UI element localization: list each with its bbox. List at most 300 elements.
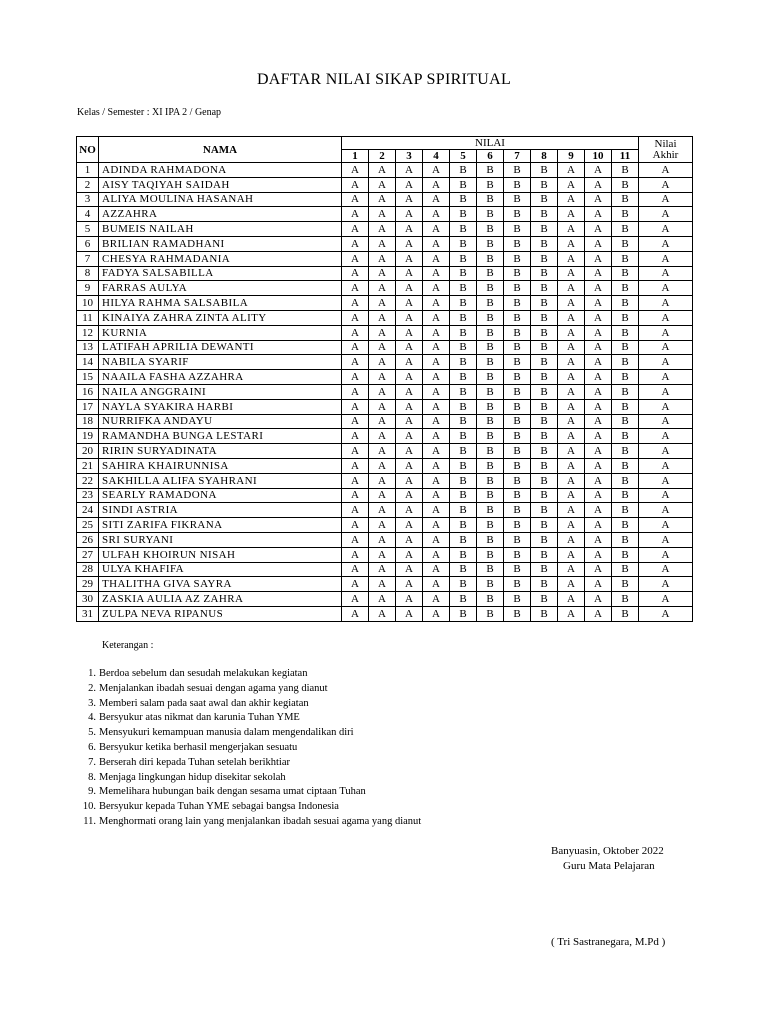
row-nilai-cell: A <box>342 192 369 207</box>
row-nilai-cell: B <box>477 207 504 222</box>
row-nilai-cell: A <box>558 236 585 251</box>
row-nilai-cell: B <box>450 251 477 266</box>
row-nilai-cell: B <box>612 296 639 311</box>
row-nilai-cell: A <box>342 562 369 577</box>
row-nilai-cell: A <box>369 207 396 222</box>
row-nilai-cell: B <box>477 518 504 533</box>
table-row <box>77 340 693 355</box>
row-nilai-cell: A <box>369 532 396 547</box>
row-nilai-cell: A <box>342 207 369 222</box>
row-nilai-cell: B <box>504 192 531 207</box>
row-nilai-cell: A <box>369 547 396 562</box>
row-nilai-cell: A <box>369 414 396 429</box>
row-nilai-cell: A <box>396 207 423 222</box>
row-no: 15 <box>77 370 99 385</box>
row-no: 4 <box>77 207 99 222</box>
list-item-number: 10. <box>82 801 96 813</box>
row-nilai-cell: A <box>369 577 396 592</box>
row-nilai-cell: A <box>585 592 612 607</box>
row-nilai-cell: B <box>612 562 639 577</box>
row-nilai-cell: B <box>450 222 477 237</box>
row-nilai-cell: B <box>450 163 477 178</box>
row-nilai-cell: B <box>531 458 558 473</box>
row-nilai-cell: A <box>558 281 585 296</box>
row-nilai-cell: B <box>531 281 558 296</box>
row-nilai-cell: B <box>450 592 477 607</box>
row-nilai-cell: A <box>423 606 450 621</box>
row-nilai-cell: B <box>450 562 477 577</box>
row-nilai-cell: A <box>558 340 585 355</box>
row-nilai-cell: A <box>423 177 450 192</box>
row-nilai-cell: B <box>612 266 639 281</box>
row-no: 24 <box>77 503 99 518</box>
row-nilai-cell: A <box>342 384 369 399</box>
row-nama: ADINDA RAHMADONA <box>99 163 342 178</box>
class-semester-label: Kelas / Semester : XI IPA 2 / Genap <box>77 107 222 118</box>
row-no: 8 <box>77 266 99 281</box>
table-row <box>77 207 693 222</box>
row-nilai-cell: A <box>585 384 612 399</box>
row-nilai-cell: A <box>342 296 369 311</box>
row-no: 29 <box>77 577 99 592</box>
row-nilai-cell: B <box>450 192 477 207</box>
row-nilai-cell: A <box>558 532 585 547</box>
row-nilai-cell: B <box>612 592 639 607</box>
row-nilai-cell: A <box>369 355 396 370</box>
nilai-column-header: 2 <box>369 150 396 163</box>
row-nilai-cell: A <box>396 518 423 533</box>
row-nilai-cell: B <box>531 325 558 340</box>
header-akhir-line2: Akhir <box>652 148 679 161</box>
row-nilai-cell: B <box>531 592 558 607</box>
table-row <box>77 384 693 399</box>
row-nilai-cell: A <box>423 458 450 473</box>
row-nilai-cell: A <box>423 236 450 251</box>
row-nilai-cell: B <box>477 325 504 340</box>
row-no: 20 <box>77 444 99 459</box>
row-nama: KINAIYA ZAHRA ZINTA ALITY <box>99 310 342 325</box>
row-nilai-cell: A <box>558 399 585 414</box>
row-nilai-akhir: A <box>639 370 693 385</box>
table-row <box>77 222 693 237</box>
row-nilai-cell: A <box>585 207 612 222</box>
row-nilai-cell: A <box>585 281 612 296</box>
row-nilai-cell: A <box>423 429 450 444</box>
row-nilai-cell: A <box>396 606 423 621</box>
row-nilai-cell: A <box>369 458 396 473</box>
row-nilai-akhir: A <box>639 458 693 473</box>
row-nilai-akhir: A <box>639 606 693 621</box>
row-nilai-cell: A <box>585 251 612 266</box>
header-nilai-akhir <box>639 137 693 163</box>
row-nilai-cell: A <box>342 310 369 325</box>
row-nilai-akhir: A <box>639 177 693 192</box>
grades-body <box>77 163 693 622</box>
row-nilai-cell: B <box>504 310 531 325</box>
row-nilai-cell: B <box>504 370 531 385</box>
list-item-number: 7. <box>88 756 96 768</box>
row-nama: FARRAS AULYA <box>99 281 342 296</box>
row-nilai-cell: B <box>612 473 639 488</box>
table-row <box>77 310 693 325</box>
row-nilai-cell: A <box>369 310 396 325</box>
row-nilai-cell: B <box>504 606 531 621</box>
row-nilai-cell: B <box>531 518 558 533</box>
row-nilai-cell: B <box>612 192 639 207</box>
row-nilai-cell: B <box>504 414 531 429</box>
row-nilai-cell: A <box>369 192 396 207</box>
nilai-column-header: 7 <box>504 150 531 163</box>
row-nilai-cell: B <box>612 325 639 340</box>
row-nilai-cell: A <box>396 488 423 503</box>
row-nilai-cell: A <box>558 414 585 429</box>
row-nilai-cell: B <box>450 207 477 222</box>
list-item-text: Memberi salam pada saat awal dan akhir kegiatan <box>99 697 309 709</box>
row-nilai-cell: B <box>450 310 477 325</box>
row-nilai-cell: A <box>585 414 612 429</box>
row-nilai-cell: A <box>585 458 612 473</box>
row-nilai-cell: A <box>396 444 423 459</box>
row-no: 19 <box>77 429 99 444</box>
row-nilai-cell: A <box>396 547 423 562</box>
row-nilai-cell: B <box>504 473 531 488</box>
row-nilai-cell: A <box>423 547 450 562</box>
row-nilai-cell: A <box>423 266 450 281</box>
row-nilai-cell: A <box>369 340 396 355</box>
list-item-number: 9. <box>88 786 96 798</box>
row-nilai-cell: B <box>531 429 558 444</box>
row-nama: NAILA ANGGRAINI <box>99 384 342 399</box>
row-nilai-akhir: A <box>639 355 693 370</box>
row-nilai-cell: B <box>450 399 477 414</box>
row-nilai-cell: A <box>558 503 585 518</box>
row-nilai-cell: B <box>477 281 504 296</box>
row-no: 21 <box>77 458 99 473</box>
row-nilai-cell: A <box>342 458 369 473</box>
row-nilai-akhir: A <box>639 325 693 340</box>
list-item-number: 6. <box>88 741 96 753</box>
list-item-number: 1. <box>88 668 96 679</box>
row-nama: RIRIN SURYADINATA <box>99 444 342 459</box>
row-nilai-cell: A <box>342 236 369 251</box>
header-nama: NAMA <box>99 137 342 163</box>
row-nilai-akhir: A <box>639 236 693 251</box>
row-nilai-akhir: A <box>639 222 693 237</box>
row-nilai-cell: A <box>558 266 585 281</box>
row-nilai-cell: A <box>423 355 450 370</box>
row-nilai-cell: A <box>342 444 369 459</box>
row-no: 13 <box>77 340 99 355</box>
row-nilai-cell: B <box>504 503 531 518</box>
row-nilai-cell: B <box>450 606 477 621</box>
row-nilai-cell: A <box>423 503 450 518</box>
table-row <box>77 414 693 429</box>
table-row <box>77 325 693 340</box>
row-nilai-cell: A <box>585 296 612 311</box>
row-nilai-cell: B <box>504 177 531 192</box>
row-no: 12 <box>77 325 99 340</box>
row-nilai-akhir: A <box>639 503 693 518</box>
table-row <box>77 251 693 266</box>
row-nilai-cell: B <box>477 384 504 399</box>
row-nilai-cell: A <box>396 325 423 340</box>
list-item-number: 3. <box>88 697 96 709</box>
row-nilai-cell: B <box>450 458 477 473</box>
row-nilai-cell: A <box>342 414 369 429</box>
row-no: 10 <box>77 296 99 311</box>
row-nilai-akhir: A <box>639 562 693 577</box>
row-nilai-cell: B <box>450 577 477 592</box>
row-nilai-cell: A <box>423 222 450 237</box>
row-nilai-cell: B <box>531 577 558 592</box>
row-nilai-cell: A <box>396 384 423 399</box>
row-nama: NURRIFKA ANDAYU <box>99 414 342 429</box>
row-nilai-cell: A <box>342 547 369 562</box>
row-nilai-cell: A <box>585 236 612 251</box>
row-nilai-cell: B <box>450 488 477 503</box>
row-nilai-cell: A <box>558 384 585 399</box>
list-item-text: Memelihara hubungan baik dengan sesama umat ciptaan Tuhan <box>99 786 366 798</box>
row-nilai-cell: A <box>558 518 585 533</box>
signature-role: Guru Mata Pelajaran <box>563 860 655 872</box>
row-nilai-cell: A <box>423 444 450 459</box>
row-nilai-cell: A <box>396 592 423 607</box>
row-nilai-cell: A <box>558 355 585 370</box>
row-nilai-cell: B <box>612 340 639 355</box>
row-nilai-cell: A <box>342 177 369 192</box>
row-no: 1 <box>77 163 99 178</box>
row-nilai-cell: B <box>504 592 531 607</box>
row-nilai-cell: B <box>450 429 477 444</box>
row-nilai-cell: B <box>612 281 639 296</box>
row-no: 5 <box>77 222 99 237</box>
row-nilai-cell: A <box>423 562 450 577</box>
list-item-text: Menjaga lingkungan hidup disekitar sekolah <box>99 771 286 783</box>
row-nilai-cell: A <box>423 399 450 414</box>
row-nama: AISY TAQIYAH SAIDAH <box>99 177 342 192</box>
row-nilai-cell: A <box>369 296 396 311</box>
row-no: 17 <box>77 399 99 414</box>
row-nilai-cell: B <box>612 384 639 399</box>
row-no: 3 <box>77 192 99 207</box>
row-nilai-cell: A <box>342 606 369 621</box>
row-nilai-cell: B <box>477 458 504 473</box>
row-nilai-cell: A <box>585 577 612 592</box>
row-nilai-cell: A <box>585 399 612 414</box>
row-nama: THALITHA GIVA SAYRA <box>99 577 342 592</box>
row-nilai-cell: A <box>396 355 423 370</box>
row-nama: FADYA SALSABILLA <box>99 266 342 281</box>
row-nilai-akhir: A <box>639 251 693 266</box>
row-nilai-cell: B <box>450 444 477 459</box>
row-nilai-cell: B <box>504 488 531 503</box>
row-nilai-cell: A <box>558 577 585 592</box>
row-nilai-cell: B <box>450 340 477 355</box>
row-nilai-cell: B <box>531 562 558 577</box>
row-nilai-akhir: A <box>639 577 693 592</box>
nilai-column-header: 9 <box>558 150 585 163</box>
grades-table <box>76 136 693 622</box>
row-nilai-cell: A <box>585 192 612 207</box>
list-item-text: Menghormati orang lain yang menjalankan ibadah sesuai agama yang dianut <box>99 815 422 827</box>
row-nilai-cell: B <box>477 444 504 459</box>
row-nilai-cell: B <box>612 444 639 459</box>
row-nilai-cell: B <box>450 414 477 429</box>
row-nilai-cell: B <box>612 207 639 222</box>
table-row <box>77 488 693 503</box>
row-nilai-akhir: A <box>639 296 693 311</box>
row-nilai-cell: B <box>612 163 639 178</box>
row-nilai-cell: A <box>342 251 369 266</box>
row-nilai-akhir: A <box>639 266 693 281</box>
row-nama: ZASKIA AULIA AZ ZAHRA <box>99 592 342 607</box>
row-nilai-cell: B <box>612 518 639 533</box>
row-nama: SINDI ASTRIA <box>99 503 342 518</box>
row-no: 23 <box>77 488 99 503</box>
table-row <box>77 518 693 533</box>
row-nilai-cell: A <box>369 370 396 385</box>
row-no: 11 <box>77 310 99 325</box>
row-nilai-cell: B <box>531 532 558 547</box>
row-nilai-cell: B <box>477 310 504 325</box>
row-nilai-cell: B <box>477 547 504 562</box>
row-nilai-cell: B <box>450 547 477 562</box>
table-row <box>77 606 693 621</box>
nilai-column-header: 5 <box>450 150 477 163</box>
row-nilai-cell: A <box>396 458 423 473</box>
row-nilai-cell: B <box>612 606 639 621</box>
document-title: DAFTAR NILAI SIKAP SPIRITUAL <box>256 71 512 88</box>
row-nilai-akhir: A <box>639 207 693 222</box>
row-nilai-cell: A <box>342 518 369 533</box>
row-nilai-cell: B <box>531 547 558 562</box>
row-nilai-cell: B <box>504 577 531 592</box>
row-nilai-cell: A <box>369 562 396 577</box>
row-nilai-cell: B <box>612 429 639 444</box>
row-nilai-cell: B <box>450 266 477 281</box>
row-nilai-cell: A <box>585 547 612 562</box>
row-nama: ALIYA MOULINA HASANAH <box>99 192 342 207</box>
row-nilai-cell: A <box>423 340 450 355</box>
row-nilai-cell: B <box>531 222 558 237</box>
row-nilai-cell: B <box>612 355 639 370</box>
row-nilai-akhir: A <box>639 281 693 296</box>
row-nilai-akhir: A <box>639 444 693 459</box>
row-nilai-cell: A <box>423 325 450 340</box>
row-nilai-cell: A <box>558 370 585 385</box>
row-nilai-cell: A <box>369 473 396 488</box>
row-nilai-cell: B <box>477 266 504 281</box>
row-nilai-cell: B <box>531 177 558 192</box>
row-nilai-cell: B <box>504 236 531 251</box>
row-no: 22 <box>77 473 99 488</box>
row-nama: SEARLY RAMADONA <box>99 488 342 503</box>
table-row <box>77 562 693 577</box>
row-nama: ULYA KHAFIFA <box>99 562 342 577</box>
row-nilai-cell: B <box>504 296 531 311</box>
list-item-text: Mensyukuri kemampuan manusia dalam mengendalikan diri <box>99 727 354 739</box>
row-nilai-cell: B <box>531 251 558 266</box>
row-nilai-cell: A <box>558 606 585 621</box>
row-nilai-akhir: A <box>639 340 693 355</box>
row-nilai-cell: A <box>396 429 423 444</box>
list-item-text: Bersyukur ketika berhasil mengerjakan sesuatu <box>99 741 298 753</box>
row-nilai-cell: A <box>396 236 423 251</box>
table-row <box>77 532 693 547</box>
row-nilai-cell: B <box>504 355 531 370</box>
row-nilai-cell: B <box>612 414 639 429</box>
row-nilai-cell: A <box>342 325 369 340</box>
row-nilai-cell: A <box>342 592 369 607</box>
row-no: 2 <box>77 177 99 192</box>
row-nilai-cell: A <box>423 384 450 399</box>
row-no: 14 <box>77 355 99 370</box>
row-nilai-cell: A <box>369 503 396 518</box>
row-nilai-cell: A <box>396 177 423 192</box>
row-nilai-cell: B <box>450 281 477 296</box>
row-nama: CHESYA RAHMADANIA <box>99 251 342 266</box>
row-nilai-cell: A <box>396 577 423 592</box>
row-nilai-cell: A <box>558 592 585 607</box>
row-nilai-cell: B <box>450 236 477 251</box>
signature-place-date: Banyuasin, Oktober 2022 <box>551 845 664 857</box>
row-nilai-cell: A <box>396 532 423 547</box>
row-nilai-cell: B <box>504 163 531 178</box>
nilai-column-header: 6 <box>477 150 504 163</box>
row-nilai-cell: A <box>558 251 585 266</box>
row-nilai-cell: B <box>477 399 504 414</box>
row-nilai-akhir: A <box>639 192 693 207</box>
row-nilai-cell: B <box>477 163 504 178</box>
row-nilai-cell: B <box>531 473 558 488</box>
row-no: 25 <box>77 518 99 533</box>
row-nilai-cell: A <box>369 251 396 266</box>
row-nilai-cell: B <box>531 606 558 621</box>
row-nilai-cell: A <box>585 488 612 503</box>
row-nilai-cell: A <box>342 281 369 296</box>
row-nilai-cell: B <box>531 192 558 207</box>
row-nilai-cell: B <box>531 236 558 251</box>
row-nilai-cell: A <box>585 606 612 621</box>
row-nilai-cell: A <box>423 310 450 325</box>
row-nilai-cell: B <box>504 399 531 414</box>
row-nama: BRILIAN RAMADHANI <box>99 236 342 251</box>
row-nilai-cell: A <box>369 606 396 621</box>
row-nilai-cell: B <box>450 503 477 518</box>
row-nilai-cell: A <box>396 163 423 178</box>
row-nama: SAKHILLA ALIFA SYAHRANI <box>99 473 342 488</box>
row-nilai-cell: B <box>477 473 504 488</box>
row-nilai-cell: A <box>423 473 450 488</box>
row-nilai-cell: B <box>477 192 504 207</box>
row-nilai-cell: B <box>504 251 531 266</box>
row-nilai-cell: A <box>558 296 585 311</box>
list-item-text: Menjalankan ibadah sesuai dengan agama yang dianut <box>99 682 328 694</box>
table-row <box>77 281 693 296</box>
row-nilai-cell: B <box>450 177 477 192</box>
row-nilai-cell: A <box>396 296 423 311</box>
row-nilai-cell: B <box>531 399 558 414</box>
row-nilai-cell: A <box>423 163 450 178</box>
header-no: NO <box>77 137 99 163</box>
row-nilai-cell: A <box>396 562 423 577</box>
row-nilai-cell: A <box>423 577 450 592</box>
row-nilai-cell: A <box>423 414 450 429</box>
row-nama: SITI ZARIFA FIKRANA <box>99 518 342 533</box>
row-nilai-cell: B <box>612 370 639 385</box>
row-nama: KURNIA <box>99 325 342 340</box>
row-nilai-cell: B <box>504 562 531 577</box>
